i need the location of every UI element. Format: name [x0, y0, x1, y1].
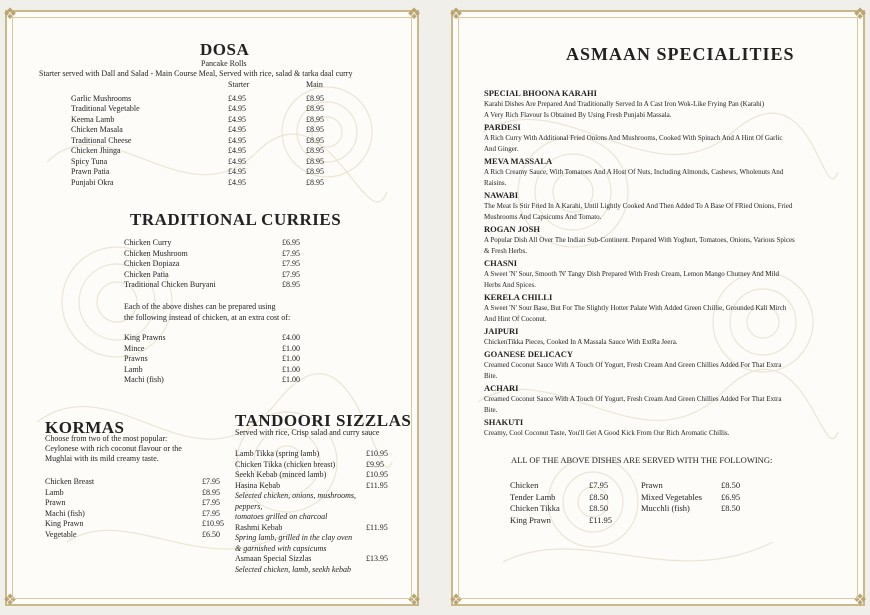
dosa-item-starter-price: £4.95	[228, 104, 246, 113]
accompaniments-left-table	[510, 480, 630, 526]
dosa-item-main-price: £8.95	[306, 167, 324, 176]
korma-item-row	[45, 509, 235, 520]
speciality-item	[484, 122, 834, 155]
extra-item-row	[124, 354, 314, 365]
tandoori-item-price: £10.95	[366, 470, 388, 479]
ornament-corner-icon: ❖	[2, 6, 18, 23]
extra-item-row	[124, 344, 314, 355]
dosa-item-main-price: £8.95	[306, 146, 324, 155]
dosa-item-row	[71, 167, 371, 178]
dosa-item-row	[71, 104, 371, 115]
speciality-description: Bite.	[484, 406, 498, 414]
tandoori-item-row	[235, 470, 395, 481]
dosa-item-starter-price: £4.95	[228, 146, 246, 155]
speciality-description: A Popular Dish All Over The Indian Sub-Continent. Prepared With Yoghurt, Tomatoes, Onions, Various Spices	[484, 236, 795, 244]
tandoori-item-name: tomatoes grilled on charcoal	[235, 512, 328, 521]
speciality-description: A Rich Curry With Additional Fried Onions And Mushrooms, Cooked With Spinach And A Hint Of Garlic	[484, 134, 783, 142]
korma-item-name: Vegetable	[45, 529, 77, 539]
tandoori-item-price: £13.95	[366, 554, 388, 563]
curry-item-price: £7.95	[282, 248, 300, 258]
tandoori-table	[235, 449, 395, 575]
dosa-item-main-price: £8.95	[306, 93, 324, 103]
tandoori-item-row	[235, 565, 395, 576]
dosa-title: DOSA	[200, 40, 250, 59]
tandoori-item-name: Selected chicken, onions, mushrooms, peppers,	[235, 491, 357, 511]
dosa-item-name: Traditional Vegetable	[71, 104, 140, 113]
tandoori-item-name: Seekh Kebab (minced lamb)	[235, 470, 327, 479]
dosa-item-name: Chicken Jhinga	[71, 146, 121, 155]
speciality-name: CHASNI	[484, 258, 518, 268]
speciality-description: And Hint Of Coconut.	[484, 315, 547, 323]
ornament-corner-icon: ❖	[448, 6, 464, 23]
right-menu-page	[448, 6, 868, 609]
accompaniment-row	[641, 492, 781, 504]
curries-title: TRADITIONAL CURRIES	[130, 210, 342, 229]
speciality-description: Bite.	[484, 372, 498, 380]
specialities-title: ASMAAN SPECIALITIES	[566, 44, 795, 64]
dosa-note: Starter served with Dall and Salad - Main Course Meal, Served with rice, salad & tarka daal curry	[39, 69, 353, 78]
dosa-item-name: Garlic Mushrooms	[71, 93, 132, 103]
accompaniment-row	[641, 480, 781, 492]
dosa-item-starter-price: £4.95	[228, 135, 246, 145]
dosa-item-main-price: £8.95	[306, 135, 324, 145]
accompaniment-name: Mixed Vegetables	[641, 491, 702, 502]
tandoori-item-row	[235, 533, 395, 544]
main-column-header: Main	[306, 80, 323, 89]
speciality-item	[484, 88, 834, 121]
speciality-description: And Ginger.	[484, 145, 519, 153]
dosa-item-name: Punjabi Okra	[71, 177, 114, 187]
accompaniment-price: £11.95	[589, 514, 613, 525]
kormas-desc-line2: Ceylonese with rich coconut flavour or the	[45, 444, 182, 453]
tandoori-item-row	[235, 491, 395, 512]
korma-item-row	[45, 488, 235, 499]
speciality-name: NAWABI	[484, 190, 519, 200]
dosa-item-main-price: £8.95	[306, 114, 324, 124]
korma-item-price: £10.95	[202, 519, 224, 528]
korma-item-row	[45, 477, 235, 488]
tandoori-item-name: Selected chicken, lamb, seekh kebab	[235, 564, 351, 574]
accompaniment-name: King Prawn	[510, 514, 551, 525]
dosa-table	[71, 80, 371, 188]
tandoori-item-name: & garnished with capsicums	[235, 543, 327, 553]
speciality-item	[484, 156, 834, 189]
speciality-name: ACHARI	[484, 383, 519, 393]
korma-item-price: £6.50	[202, 529, 220, 539]
curry-item-row	[124, 249, 314, 260]
dosa-header-row	[71, 80, 371, 91]
accompaniments-right-table	[641, 480, 781, 515]
dosa-item-starter-price: £4.95	[228, 156, 246, 166]
korma-item-row	[45, 530, 235, 541]
dosa-item-main-price: £8.95	[306, 156, 324, 166]
tandoori-item-row	[235, 554, 395, 565]
tandoori-item-name: Rashmi Kebab	[235, 522, 283, 532]
accompaniment-price: £8.50	[721, 503, 741, 513]
korma-item-name: King Prawn	[45, 519, 84, 528]
dosa-item-starter-price: £4.95	[228, 167, 246, 176]
tandoori-item-name: Chicken Tikka (chicken breast)	[235, 459, 336, 469]
accompaniment-name: Chicken Tikka	[510, 503, 560, 513]
speciality-item	[484, 224, 834, 257]
dosa-item-row	[71, 125, 371, 136]
dosa-item-row	[71, 146, 371, 157]
extra-item-price: £1.00	[282, 375, 300, 384]
korma-item-price: £7.95	[202, 508, 220, 518]
curry-item-price: £7.95	[282, 259, 300, 268]
korma-item-row	[45, 519, 235, 530]
speciality-name: JAIPURI	[484, 326, 519, 336]
speciality-name: ROGAN JOSH	[484, 224, 540, 234]
extra-item-name: King Prawns	[124, 333, 166, 342]
curry-item-name: Chicken Curry	[124, 238, 172, 247]
dosa-item-row	[71, 157, 371, 168]
accompaniment-price: £7.95	[589, 480, 609, 490]
kormas-title: KORMAS	[45, 418, 125, 437]
curry-item-row	[124, 280, 314, 291]
korma-item-name: Lamb	[45, 487, 64, 497]
tandoori-title: TANDOORI SIZZLAS	[235, 411, 412, 430]
speciality-name: KERELA CHILLI	[484, 292, 553, 302]
ornament-corner-icon: ❖	[406, 6, 422, 23]
speciality-item	[484, 349, 834, 382]
tandoori-item-row	[235, 512, 395, 523]
tandoori-item-price: £11.95	[366, 522, 388, 532]
speciality-name: SHAKUTI	[484, 417, 524, 427]
dosa-item-starter-price: £4.95	[228, 93, 246, 103]
tandoori-item-price: £11.95	[366, 480, 388, 490]
curries-note-line2: the following instead of chicken, at an extra cost of:	[124, 313, 291, 322]
curry-item-name: Chicken Mushroom	[124, 248, 188, 258]
speciality-description: ChickenTikka Pieces, Cooked In A Massala Sauce With ExtRa Jeera.	[484, 338, 678, 346]
accompaniment-name: Chicken	[510, 480, 539, 490]
tandoori-item-name: Asmaan Special Sizzlas	[235, 554, 312, 563]
curry-item-price: £7.95	[282, 269, 300, 279]
accompaniment-row	[641, 503, 781, 515]
curry-item-name: Chicken Dopiaza	[124, 259, 180, 268]
extras-table	[124, 333, 314, 386]
speciality-description: Karahi Dishes Are Prepared And Traditionally Served In A Cast Iron Wok-Like Frying Pan (Karahi)	[484, 100, 765, 108]
dosa-item-main-price: £8.95	[306, 177, 324, 187]
dosa-item-main-price: £8.95	[306, 125, 324, 134]
speciality-name: PARDESI	[484, 122, 521, 132]
speciality-description: Creamed Coconut Sauce With A Touch Of Yogurt, Fresh Cream And Green Chillies Added For That Extra	[484, 361, 782, 369]
speciality-item	[484, 292, 834, 325]
extra-item-price: £1.00	[282, 343, 300, 353]
extra-item-name: Lamb	[124, 364, 143, 374]
speciality-description: The Meat Is Stir Fried In A Karahi, Until Lightly Cooked And Then Added To A Base Of FRied Onions, Fried	[484, 202, 793, 210]
starter-column-header: Starter	[228, 80, 250, 89]
speciality-description: Creamy, Cool Coconut Taste, You'll Get A Good Kick From Our Rich Aromatic Chillis.	[484, 429, 730, 437]
tandoori-item-price: £10.95	[366, 449, 388, 458]
accompaniment-name: Tender Lamb	[510, 491, 556, 502]
dosa-item-name: Prawn Patia	[71, 167, 110, 176]
tandoori-item-row	[235, 523, 395, 534]
extra-item-name: Prawns	[124, 354, 148, 363]
left-menu-page	[2, 6, 422, 609]
specialities-list	[484, 87, 834, 439]
korma-item-price: £7.95	[202, 477, 220, 486]
dosa-item-row	[71, 178, 371, 189]
extra-item-price: £1.00	[282, 354, 300, 363]
korma-item-price: £8.95	[202, 487, 220, 497]
extra-item-row	[124, 333, 314, 344]
speciality-description: Mushrooms And Capsicums And Tomato.	[484, 213, 602, 221]
ornament-corner-icon: ❖	[448, 592, 464, 609]
kormas-desc-line1: Choose from two of the most popular:	[45, 434, 168, 443]
curries-table	[124, 238, 314, 291]
kormas-desc-line3: Mughlai with its mild creamy taste.	[45, 454, 159, 463]
extra-item-name: Machi (fish)	[124, 375, 164, 384]
dosa-item-name: Spicy Tuna	[71, 156, 108, 166]
accompaniment-row	[510, 480, 630, 492]
dosa-item-name: Chicken Masala	[71, 125, 123, 134]
korma-item-row	[45, 498, 235, 509]
speciality-description: A Very Rich Flavour Is Obtained By Using Fresh Punjabi Massala.	[484, 111, 672, 119]
dosa-item-name: Traditional Cheese	[71, 135, 132, 145]
tandoori-item-row	[235, 460, 395, 471]
speciality-item	[484, 417, 834, 439]
ornament-corner-icon: ❖	[406, 592, 422, 609]
extra-item-price: £4.00	[282, 333, 300, 342]
extra-item-price: £1.00	[282, 364, 300, 374]
speciality-item	[484, 326, 834, 348]
dosa-item-starter-price: £4.95	[228, 114, 246, 124]
dosa-item-name: Keema Lamb	[71, 114, 115, 124]
extra-item-row	[124, 365, 314, 376]
speciality-description: A Sweet 'N' Sour Base, But For The Slightly Hotter Palate With Added Green Chillie, Grounded Kali Mirch	[484, 304, 787, 312]
ornament-corner-icon: ❖	[852, 592, 868, 609]
speciality-name: GOANESE DELICACY	[484, 349, 574, 359]
accompaniment-name: Prawn	[641, 480, 663, 490]
tandoori-item-name: Spring lamb, grilled in the clay oven	[235, 533, 353, 542]
dosa-item-starter-price: £4.95	[228, 125, 246, 134]
accompaniment-row	[510, 492, 630, 504]
dosa-item-row	[71, 94, 371, 105]
dosa-item-row	[71, 136, 371, 147]
served-with-heading: ALL OF THE ABOVE DISHES ARE SERVED WITH THE FOLLOWING:	[511, 455, 773, 465]
tandoori-item-row	[235, 449, 395, 460]
ornament-corner-icon: ❖	[852, 6, 868, 23]
speciality-description: & Fresh Herbs.	[484, 247, 527, 255]
curries-note-line1: Each of the above dishes can be prepared using	[124, 302, 276, 311]
accompaniment-price: £8.50	[589, 503, 609, 513]
dosa-subtitle: Pancake Rolls	[201, 59, 247, 68]
accompaniment-name: Mucchli (fish)	[641, 503, 690, 513]
dosa-item-main-price: £8.95	[306, 104, 324, 113]
curry-item-row	[124, 259, 314, 270]
curry-item-row	[124, 270, 314, 281]
tandoori-item-name: Lamb Tikka (spring lamb)	[235, 449, 320, 458]
extra-item-name: Mince	[124, 343, 145, 353]
curry-item-price: £8.95	[282, 280, 300, 289]
ornament-corner-icon: ❖	[2, 592, 18, 609]
speciality-item	[484, 258, 834, 291]
korma-item-name: Prawn	[45, 498, 66, 507]
speciality-description: Raisins.	[484, 179, 507, 187]
korma-item-price: £7.95	[202, 498, 220, 507]
korma-item-name: Machi (fish)	[45, 508, 85, 518]
tandoori-item-row	[235, 544, 395, 555]
kormas-table	[45, 477, 235, 540]
curry-item-row	[124, 238, 314, 249]
tandoori-item-row	[235, 481, 395, 492]
curry-item-price: £6.95	[282, 238, 300, 247]
speciality-description: A Rich Creamy Sauce, With Tomatoes And A Host Of Nuts, Including Almonds, Cashews, Wholenuts And	[484, 168, 784, 176]
accompaniment-row	[510, 503, 630, 515]
speciality-item	[484, 190, 834, 223]
accompaniment-row	[510, 515, 630, 527]
tandoori-subtitle: Served with rice, Crisp salad and curry sauce	[235, 428, 380, 437]
korma-item-name: Chicken Breast	[45, 477, 95, 486]
curry-item-name: Chicken Patia	[124, 269, 169, 279]
tandoori-item-price: £9.95	[366, 459, 384, 469]
accompaniment-price: £6.95	[721, 491, 741, 502]
speciality-description: Herbs And Spices.	[484, 281, 536, 289]
speciality-description: Creamed Coconut Sauce With A Touch Of Yogurt, Fresh Cream And Green Chillies Added For That Extra	[484, 395, 782, 403]
speciality-description: A Sweet 'N' Sour, Smooth 'N' Tangy Dish Prepared With Fresh Cream, Lemon Mango Chutney And Mild	[484, 270, 779, 278]
accompaniment-price: £8.50	[721, 480, 741, 490]
dosa-item-row	[71, 115, 371, 126]
dosa-item-starter-price: £4.95	[228, 177, 246, 187]
speciality-name: SPECIAL BHOONA KARAHI	[484, 88, 597, 98]
speciality-name: MEVA MASSALA	[484, 156, 553, 166]
speciality-item	[484, 383, 834, 416]
curry-item-name: Traditional Chicken Buryani	[124, 280, 216, 289]
tandoori-item-name: Hasina Kebab	[235, 480, 281, 490]
extra-item-row	[124, 375, 314, 386]
accompaniment-price: £8.50	[589, 491, 609, 502]
